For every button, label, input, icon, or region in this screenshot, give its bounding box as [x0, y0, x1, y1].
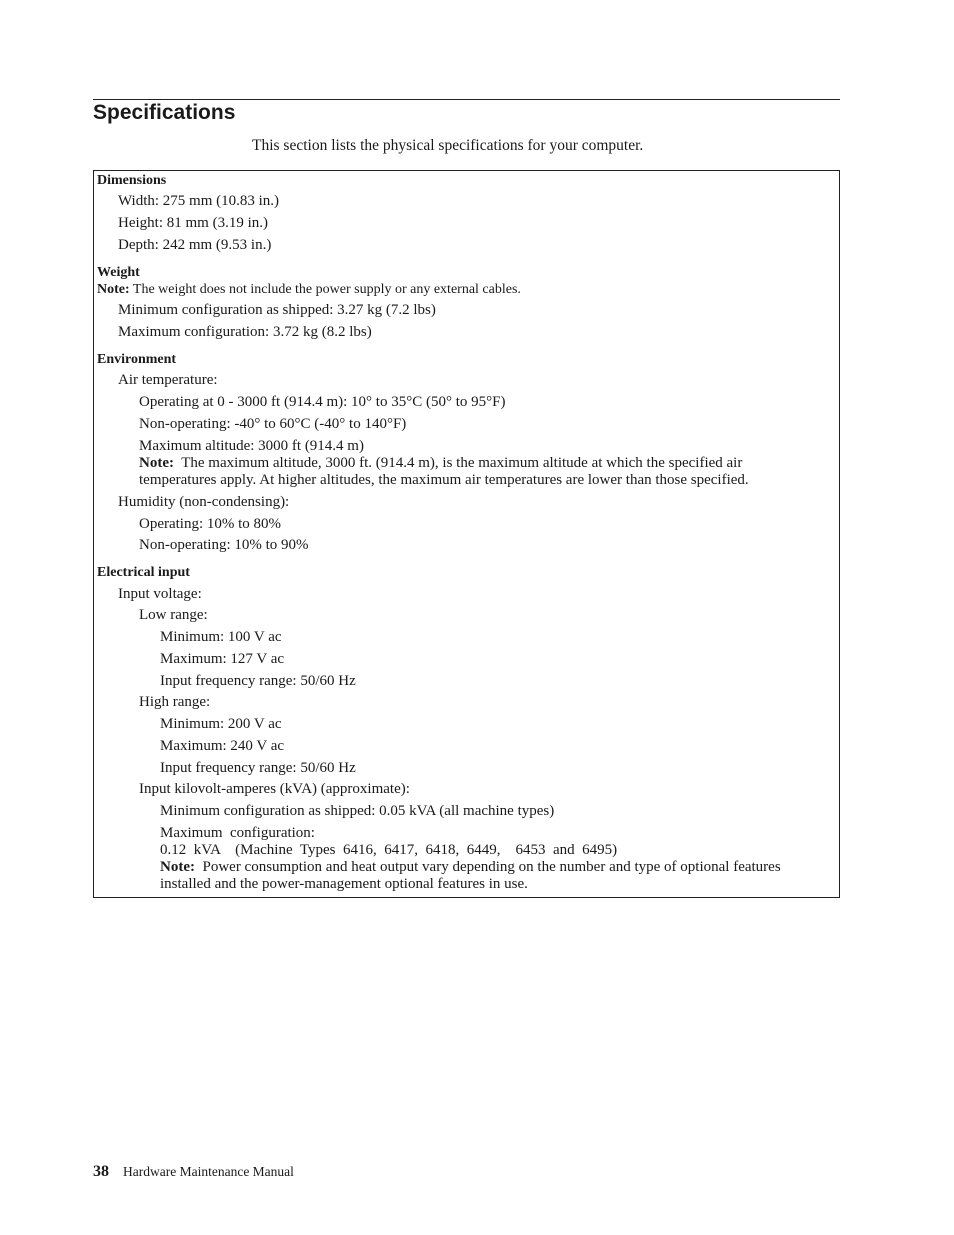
weight-heading: Weight	[97, 265, 140, 280]
kva-maximum-value: 0.12 kVA (Machine Types 6416, 6417, 6418, 6449, 6453 and 6495)	[160, 842, 618, 858]
low-range-minimum: Minimum: 100 V ac	[160, 629, 282, 645]
specifications-table	[93, 170, 840, 898]
altitude-note	[139, 455, 742, 472]
dimensions-width: Width: 275 mm (10.83 in.)	[118, 193, 280, 209]
altitude-note-line2: temperatures apply. At higher altitudes, the maximum air temperatures are lower than those specified.	[139, 472, 749, 488]
high-range-minimum: Minimum: 200 V ac	[160, 716, 282, 732]
weight-max: Maximum configuration: 3.72 kg (8.2 lbs)	[118, 324, 372, 340]
altitude-note-label: Note:	[139, 455, 174, 471]
low-range-maximum: Maximum: 127 V ac	[160, 651, 285, 667]
weight-note-label: Note:	[97, 282, 130, 297]
input-voltage-label: Input voltage:	[118, 586, 202, 602]
dimensions-heading: Dimensions	[97, 173, 167, 188]
humidity-label: Humidity (non-condensing):	[118, 494, 290, 510]
humidity-non-operating: Non-operating: 10% to 90%	[139, 537, 309, 553]
dimensions-depth: Depth: 242 mm (9.53 in.)	[118, 237, 272, 253]
power-note	[160, 859, 781, 876]
weight-note-text: The weight does not include the power supply or any external cables.	[132, 282, 521, 297]
high-range-maximum: Maximum: 240 V ac	[160, 738, 285, 754]
air-temperature-operating: Operating at 0 - 3000 ft (914.4 m): 10° to 35°C (50° to 95°F)	[139, 394, 506, 410]
maximum-altitude: Maximum altitude: 3000 ft (914.4 m)	[139, 438, 364, 454]
intro-text: This section lists the physical specifications for your computer.	[252, 137, 644, 154]
page-footer	[93, 1163, 294, 1181]
manual-title: Hardware Maintenance Manual	[123, 1164, 294, 1179]
heading-rule	[93, 99, 840, 100]
high-range-label: High range:	[139, 694, 211, 710]
power-note-line2: installed and the power-management optional features in use.	[160, 876, 528, 892]
high-range-frequency: Input frequency range: 50/60 Hz	[160, 760, 356, 776]
air-temperature-label: Air temperature:	[118, 372, 218, 388]
page-title: Specifications	[93, 101, 236, 124]
dimensions-height: Height: 81 mm (3.19 in.)	[118, 215, 268, 231]
kva-maximum-label: Maximum configuration:	[160, 825, 315, 841]
power-note-label: Note:	[160, 859, 195, 875]
weight-note	[97, 281, 521, 298]
humidity-operating: Operating: 10% to 80%	[139, 516, 282, 532]
power-note-line1: Power consumption and heat output vary depending on the number and type of optional features	[202, 859, 781, 875]
low-range-label: Low range:	[139, 607, 208, 623]
low-range-frequency: Input frequency range: 50/60 Hz	[160, 673, 356, 689]
weight-min: Minimum configuration as shipped: 3.27 kg (7.2 lbs)	[118, 302, 436, 318]
kva-label: Input kilovolt-amperes (kVA) (approximate):	[139, 781, 410, 797]
air-temperature-non-operating: Non-operating: -40° to 60°C (-40° to 140°F)	[139, 416, 407, 432]
page-number: 38	[93, 1163, 109, 1180]
environment-heading: Environment	[97, 352, 177, 367]
altitude-note-line1: The maximum altitude, 3000 ft. (914.4 m), is the maximum altitude at which the specified air	[181, 455, 743, 471]
electrical-input-heading: Electrical input	[97, 565, 190, 580]
kva-minimum: Minimum configuration as shipped: 0.05 kVA (all machine types)	[160, 803, 555, 819]
